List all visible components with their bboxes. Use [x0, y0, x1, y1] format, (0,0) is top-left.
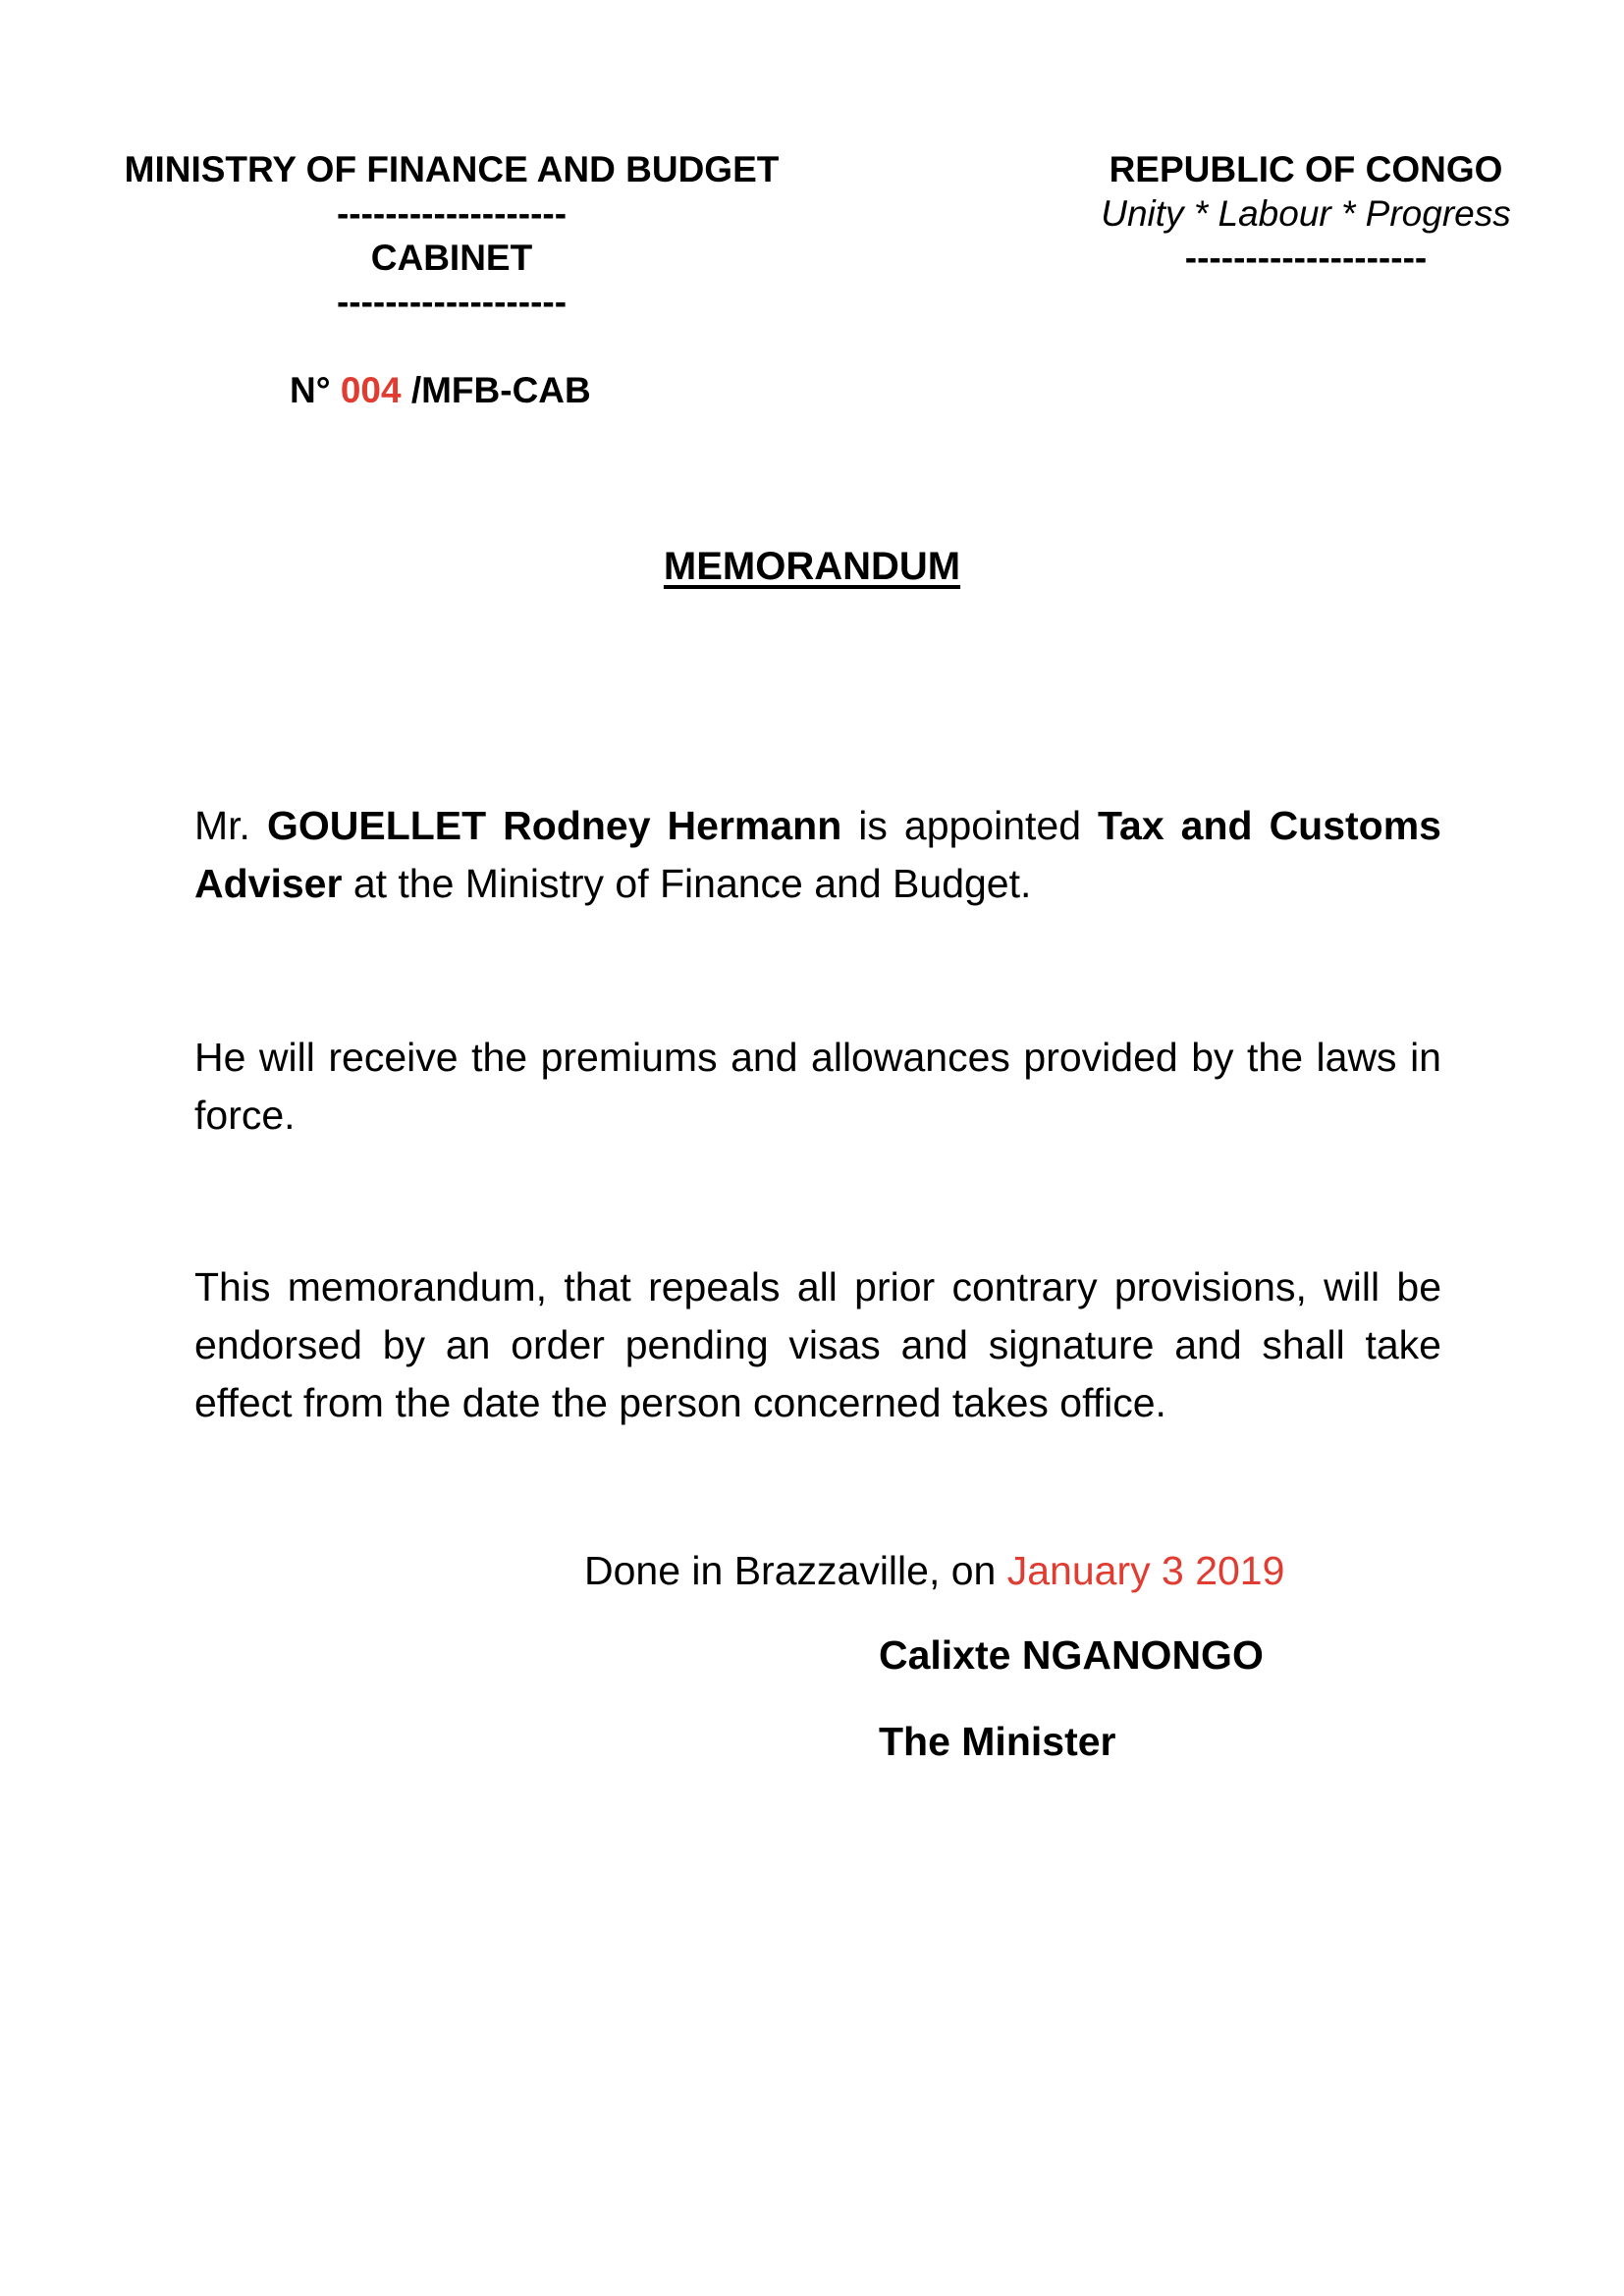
ministry-separator-top: ------------------- — [336, 193, 568, 234]
reference-suffix: /MFB-CAB — [410, 370, 591, 410]
document-title-text: MEMORANDUM — [663, 545, 961, 588]
cabinet-label: CABINET — [370, 238, 533, 278]
country-separator: -------------------- — [1184, 238, 1428, 278]
place-date-line — [584, 1548, 1284, 1594]
ministry-name: MINISTRY OF FINANCE AND BUDGET — [124, 149, 780, 189]
country-name: REPUBLIC OF CONGO — [1109, 149, 1503, 189]
appointee-position: Tax and Customs Adviser — [194, 803, 1441, 906]
header-country-block — [1060, 147, 1551, 280]
document-title — [0, 545, 1624, 589]
provisions-paragraph: This memorandum, that repeals all prior contrary provisions, will be endorsed by an order pending visas and signature and shall take effect from the date the person concerned takes office. — [194, 1264, 1441, 1425]
signer-name: Calixte NGANONGO — [879, 1632, 1264, 1678]
reference-prefix: N° — [290, 370, 331, 410]
ministry-separator-bottom: ------------------- — [336, 282, 568, 322]
signer-role: The Minister — [879, 1719, 1116, 1764]
allowances-paragraph: He will receive the premiums and allowances provided by the laws in force. — [194, 1035, 1441, 1138]
country-motto: Unity * Labour * Progress — [1101, 193, 1511, 234]
issue-date: January 3 2019 — [1006, 1548, 1285, 1593]
reference-number-value: 004 — [340, 370, 402, 410]
appointee-name: GOUELLET Rodney Hermann — [266, 803, 842, 848]
p1-end: at the Ministry of Finance and Budget. — [352, 861, 1032, 906]
p1-mid: is appointed — [858, 803, 1082, 848]
p1-prefix: Mr. — [194, 803, 250, 848]
reference-number — [290, 370, 591, 411]
place-text: Done in Brazzaville, on — [584, 1548, 997, 1593]
header-ministry-block — [59, 147, 844, 324]
appointment-paragraph — [194, 797, 1441, 913]
